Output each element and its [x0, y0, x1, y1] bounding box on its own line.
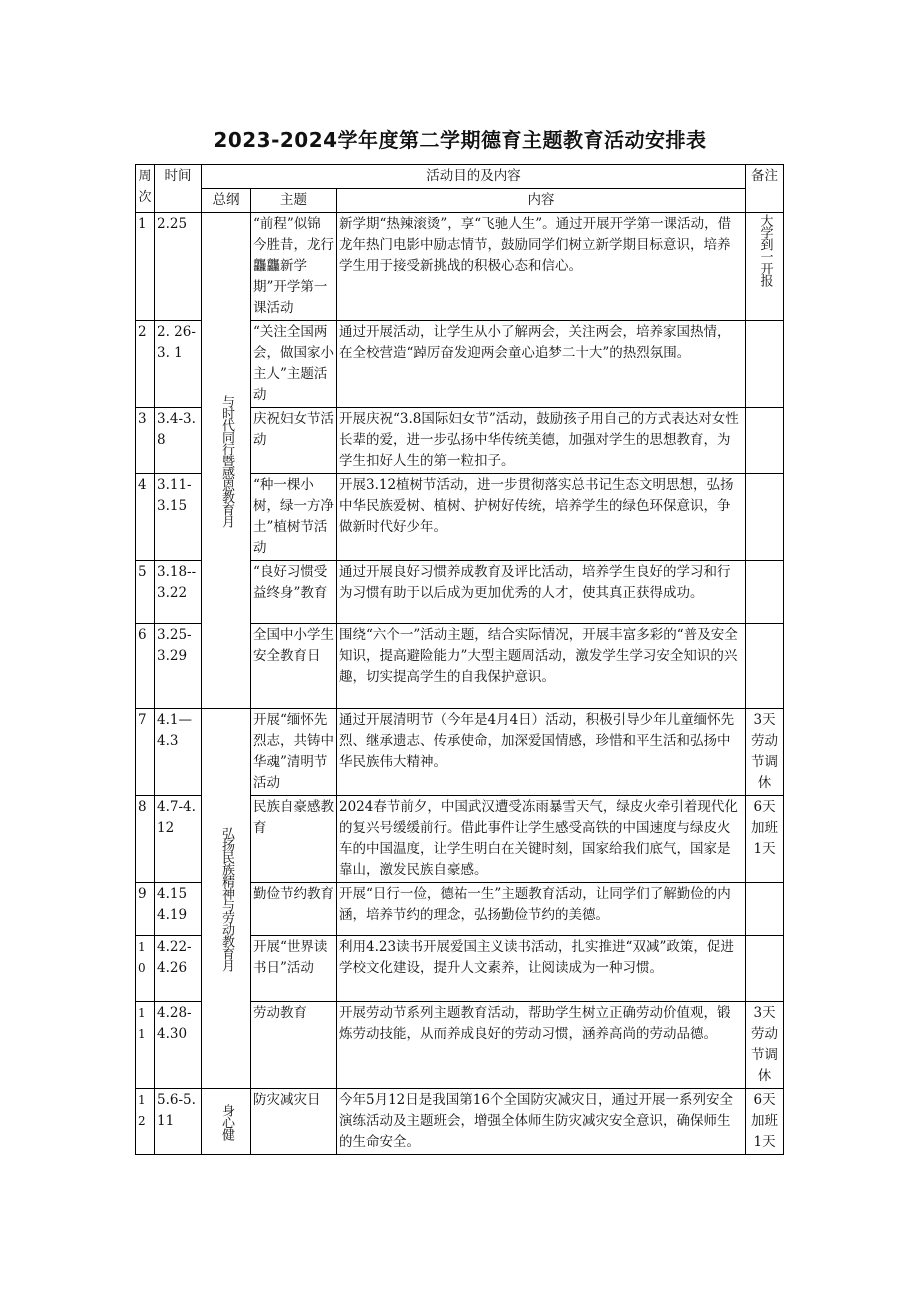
week-cell: 1 [136, 213, 155, 321]
note-cell: 3天劳动节调休 [746, 1002, 784, 1089]
topic-cell: 勤俭节约教育 [251, 883, 337, 936]
topic-cell: 开展“缅怀先烈志，共铸中华魂”清明节活动 [251, 709, 337, 796]
content-cell: 围绕“六个一”活动主题，结合实际情况，开展丰富多彩的“普及安全知识，提高避险能力”大型主题周活动，激发学生学习安全知识的兴趣，切实提高学生的自我保护意识。 [337, 624, 746, 709]
time-cell: 4.7-4.12 [155, 796, 202, 883]
header-row-2 [136, 189, 784, 213]
note-cell: 3天劳动节调休 [746, 709, 784, 796]
theme-label: 与时代同行暨感恩教育月 [219, 394, 234, 527]
note-cell [746, 624, 784, 709]
content-cell: 开展“日行一俭，德祐一生”主题教育活动，让同学们了解勤俭的内涵，培养节约的理念，弘扬勤俭节约的美德。 [337, 883, 746, 936]
note-label: 大学到一开报 [757, 214, 773, 286]
header-note: 备注 [746, 165, 784, 213]
topic-cell: “种一棵小树，绿一方净土”植树节活动 [251, 474, 337, 561]
note-cell: 6天加班1天 [746, 796, 784, 883]
week-cell: 3 [136, 408, 155, 474]
table-row [136, 1089, 784, 1155]
content-cell: 新学期“热辣滚烫”，享“飞驰人生”。通过开展开学第一课活动，借龙年热门电影中励志情节，鼓励同学们树立新学期目标意识，培养学生用于接受新挑战的积极心态和信心。 [337, 213, 746, 321]
topic-cell: 庆祝妇女节活动 [251, 408, 337, 474]
content-cell: 利用4.23读书开展爱国主义读书活动，扎实推进“双减”政策，促进学校文化建设，提升人文素养，让阅读成为一种习惯。 [337, 936, 746, 1002]
week-cell: 9 [136, 883, 155, 936]
time-cell: 3.18--3.22 [155, 561, 202, 624]
content-cell: 2024春节前夕，中国武汉遭受冻雨暴雪天气，绿皮火牵引着现代化的复兴号缓缓前行。借此事件让学生感受高铁的中国速度与绿皮火车的中国温度，让学生明白在关键时刻，国家给我们底气，国家是靠山，激发民族自豪感。 [337, 796, 746, 883]
week-cell: 5 [136, 561, 155, 624]
week-cell: 12 [136, 1089, 155, 1155]
header-row-1 [136, 165, 784, 189]
content-cell: 开展劳动节系列主题教育活动，帮助学生树立正确劳动价值观，锻炼劳动技能，从而养成良好的劳动习惯，涵养高尚的劳动品德。 [337, 1002, 746, 1089]
week-cell: 6 [136, 624, 155, 709]
note-cell [746, 321, 784, 408]
time-cell: 4.15 4.19 [155, 883, 202, 936]
time-cell: 4.22-4.26 [155, 936, 202, 1002]
content-cell: 开展3.12植树节活动，进一步贯彻落实总书记生态文明思想，弘扬中华民族爱树、植树、护树好传统，培养学生的绿色环保意识，争做新时代好少年。 [337, 474, 746, 561]
topic-cell: “前程”似锦今胜昔，龙行龘龘新学期”开学第一课活动 [251, 213, 337, 321]
week-cell: 10 [136, 936, 155, 1002]
note-cell [746, 474, 784, 561]
week-cell: 7 [136, 709, 155, 796]
theme-cell [202, 1089, 251, 1155]
theme-label: 弘扬民族精神与劳动教育月 [219, 826, 234, 971]
table-row [136, 709, 784, 796]
header-outline: 总纲 [202, 189, 251, 213]
note-cell [746, 408, 784, 474]
topic-cell: 防灾减灾日 [251, 1089, 337, 1155]
note-cell [746, 561, 784, 624]
topic-cell: 开展“世界读书日”活动 [251, 936, 337, 1002]
content-cell: 通过开展清明节（今年是4月4日）活动，积极引导少年儿童缅怀先烈、继承遗志、传承使命，加深爱国情感，珍惜和平生活和弘扬中华民族伟大精神。 [337, 709, 746, 796]
time-cell: 3.11-3.15 [155, 474, 202, 561]
time-cell: 4.28-4.30 [155, 1002, 202, 1089]
topic-cell: 全国中小学生安全教育日 [251, 624, 337, 709]
theme-cell [202, 709, 251, 1089]
week-cell: 4 [136, 474, 155, 561]
note-cell [746, 936, 784, 1002]
header-topic: 主题 [251, 189, 337, 213]
week-cell: 11 [136, 1002, 155, 1089]
theme-cell [202, 213, 251, 709]
time-cell: 4.1—4.3 [155, 709, 202, 796]
week-cell: 8 [136, 796, 155, 883]
week-cell: 2 [136, 321, 155, 408]
note-cell [746, 213, 784, 321]
topic-cell: “良好习惯受益终身”教育 [251, 561, 337, 624]
note-cell [746, 883, 784, 936]
content-cell: 通过开展活动，让学生从小了解两会，关注两会，培养家国热情，在全校营造“踔厉奋发迎两会童心追梦二十大”的热烈氛围。 [337, 321, 746, 408]
topic-cell: 民族自豪感教育 [251, 796, 337, 883]
topic-cell: 劳动教育 [251, 1002, 337, 1089]
page-title: 2023-2024学年度第二学期德育主题教育活动安排表 [213, 128, 707, 152]
time-cell: 2.25 [155, 213, 202, 321]
time-cell: 5.6-5.11 [155, 1089, 202, 1155]
time-cell: 2. 26-3. 1 [155, 321, 202, 408]
header-purpose: 活动目的及内容 [202, 165, 746, 189]
header-content: 内容 [337, 189, 746, 213]
header-time: 时间 [155, 165, 202, 213]
content-cell: 通过开展良好习惯养成教育及评比活动，培养学生良好的学习和行为习惯有助于以后成为更加优秀的人才，使其真正获得成功。 [337, 561, 746, 624]
theme-label: 身心健 [219, 1103, 234, 1140]
time-cell: 3.4-3.8 [155, 408, 202, 474]
content-cell: 今年5月12日是我国第16个全国防灾减灾日，通过开展一系列安全演练活动及主题班会，增强全体师生防灾减灾安全意识，确保师生的生命安全。 [337, 1089, 746, 1155]
topic-cell: “关注全国两会，做国家小主人”主题活动 [251, 321, 337, 408]
header-week: 周次 [136, 165, 155, 213]
schedule-table [135, 164, 784, 1155]
time-cell: 3.25-3.29 [155, 624, 202, 709]
table-row [136, 213, 784, 321]
content-cell: 开展庆祝“3.8国际妇女节”活动，鼓励孩子用自己的方式表达对女性长辈的爱，进一步弘扬中华传统美德，加强对学生的思想教育，为学生扣好人生的第一粒扣子。 [337, 408, 746, 474]
note-cell: 6天加班1天 [746, 1089, 784, 1155]
